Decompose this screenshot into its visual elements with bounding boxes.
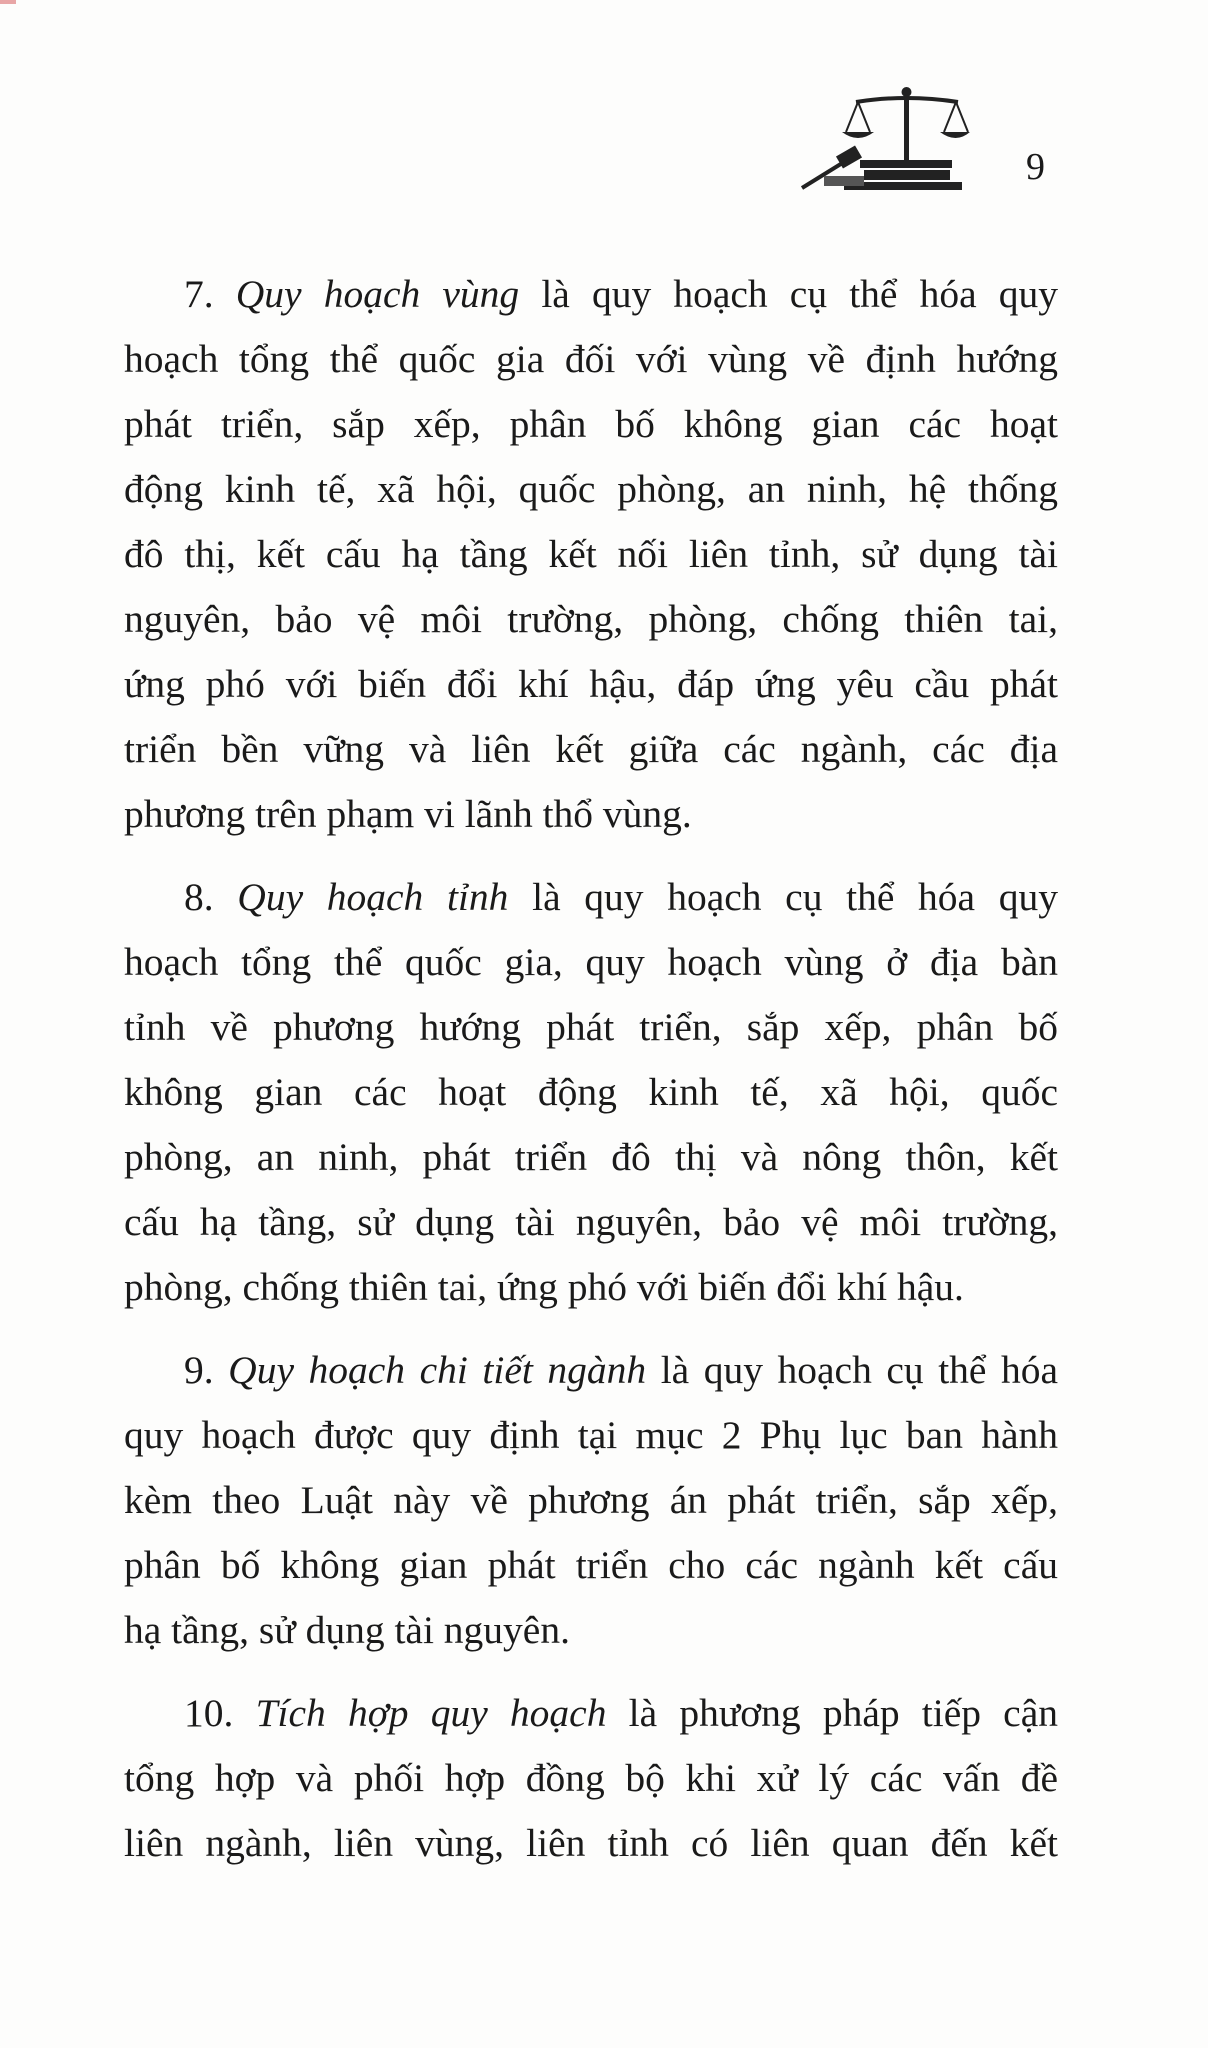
paragraph-number: 7. — [184, 272, 214, 316]
text-line: tỉnh về phương hướng phát triển, sắp xếp, phân bố — [124, 1005, 1058, 1049]
scales-of-justice-gavel-icon — [800, 84, 970, 194]
text-line: phòng, an ninh, phát triển đô thị và nông thôn, kết — [124, 1135, 1058, 1179]
defined-term: Quy hoạch tỉnh — [237, 875, 509, 919]
text-line: quy hoạch được quy định tại mục 2 Phụ lục ban hành — [124, 1413, 1058, 1457]
text-line: không gian các hoạt động kinh tế, xã hội, quốc — [124, 1070, 1058, 1114]
defined-term: Quy hoạch vùng — [235, 272, 520, 316]
paragraph-9 — [124, 1338, 1058, 1663]
text-line: phát triển, sắp xếp, phân bố không gian các hoạt — [124, 402, 1058, 446]
paragraph-8 — [124, 865, 1058, 1320]
first-line-rest: là phương pháp tiếp cận — [628, 1691, 1059, 1735]
defined-term: Tích hợp quy hoạch — [255, 1691, 607, 1735]
paragraph-7 — [124, 262, 1058, 847]
paragraph-number: 9. — [184, 1348, 214, 1392]
text-line: phòng, chống thiên tai, ứng phó với biến đổi khí hậu. — [124, 1265, 964, 1309]
text-line: liên ngành, liên vùng, liên tỉnh có liên quan đến kết — [124, 1821, 1058, 1865]
paragraph-number: 10. — [184, 1691, 234, 1735]
body-text — [124, 262, 1058, 1876]
paragraph-first-line — [124, 865, 1058, 930]
paragraph-first-line — [124, 1338, 1058, 1403]
first-line-rest: là quy hoạch cụ thể hóa quy — [532, 875, 1059, 919]
text-line: đô thị, kết cấu hạ tầng kết nối liên tỉnh, sử dụng tài — [124, 532, 1058, 576]
text-line: hoạch tổng thể quốc gia đối với vùng về định hướng — [124, 337, 1058, 381]
text-line: phân bố không gian phát triển cho các ngành kết cấu — [124, 1543, 1058, 1587]
text-line: nguyên, bảo vệ môi trường, phòng, chống thiên tai, — [124, 597, 1058, 641]
text-line: triển bền vững và liên kết giữa các ngành, các địa — [124, 727, 1058, 771]
text-line: tổng hợp và phối hợp đồng bộ khi xử lý các vấn đề — [124, 1756, 1058, 1800]
text-line: hạ tầng, sử dụng tài nguyên. — [124, 1608, 570, 1652]
text-line: kèm theo Luật này về phương án phát triển, sắp xếp, — [124, 1478, 1058, 1522]
paragraph-number: 8. — [184, 875, 214, 919]
paragraph-first-line — [124, 262, 1058, 327]
text-line: phương trên phạm vi lãnh thổ vùng. — [124, 792, 692, 836]
paragraph-10 — [124, 1681, 1058, 1876]
text-line: ứng phó với biến đổi khí hậu, đáp ứng yêu cầu phát — [124, 662, 1058, 706]
first-line-rest: là quy hoạch cụ thể hóa — [660, 1348, 1059, 1392]
first-line-rest: là quy hoạch cụ thể hóa quy — [541, 272, 1059, 316]
page-number: 9 — [1026, 146, 1045, 188]
text-line: hoạch tổng thể quốc gia, quy hoạch vùng ở địa bàn — [124, 940, 1058, 984]
paragraph-first-line — [124, 1681, 1058, 1746]
text-line: cấu hạ tầng, sử dụng tài nguyên, bảo vệ môi trường, — [124, 1200, 1058, 1244]
scan-edge-mark — [0, 0, 16, 4]
defined-term: Quy hoạch chi tiết ngành — [228, 1348, 647, 1392]
text-line: động kinh tế, xã hội, quốc phòng, an ninh, hệ thống — [124, 467, 1058, 511]
